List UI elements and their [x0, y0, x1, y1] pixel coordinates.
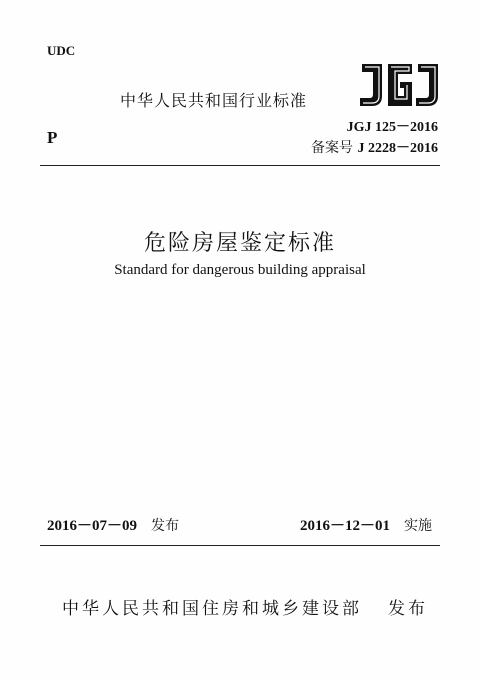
- udc-label: UDC: [47, 43, 76, 58]
- implement-label: 实施: [404, 518, 433, 534]
- implement-date-line: [300, 514, 432, 535]
- publish-label: 发布: [388, 599, 428, 619]
- jgj-logo-graphic: [358, 62, 440, 108]
- title-chinese: 危险房屋鉴定标准: [143, 231, 336, 256]
- record-label: 备案号: [311, 140, 354, 156]
- title-english: Standard for dangerous building appraisal: [114, 262, 366, 278]
- issue-date-line: [47, 514, 179, 535]
- classification-code: P: [47, 128, 58, 147]
- record-number: J 2228－2016: [357, 141, 438, 156]
- record-number-line: [311, 138, 438, 159]
- issue-label: 发布: [151, 518, 180, 534]
- top-divider: [40, 165, 440, 166]
- publisher-name: 中华人民共和国住房和城乡建设部: [62, 599, 362, 619]
- standard-number: JGJ 125－2016: [346, 120, 438, 135]
- publisher-line: [62, 594, 428, 619]
- implement-date: 2016－12－01: [300, 518, 391, 534]
- bottom-divider: [40, 545, 440, 546]
- jgj-logo: [358, 62, 440, 108]
- industry-standard-heading: 中华人民共和国行业标准: [120, 91, 308, 110]
- issue-date: 2016－07－09: [47, 518, 138, 534]
- standard-numbers: [311, 118, 438, 159]
